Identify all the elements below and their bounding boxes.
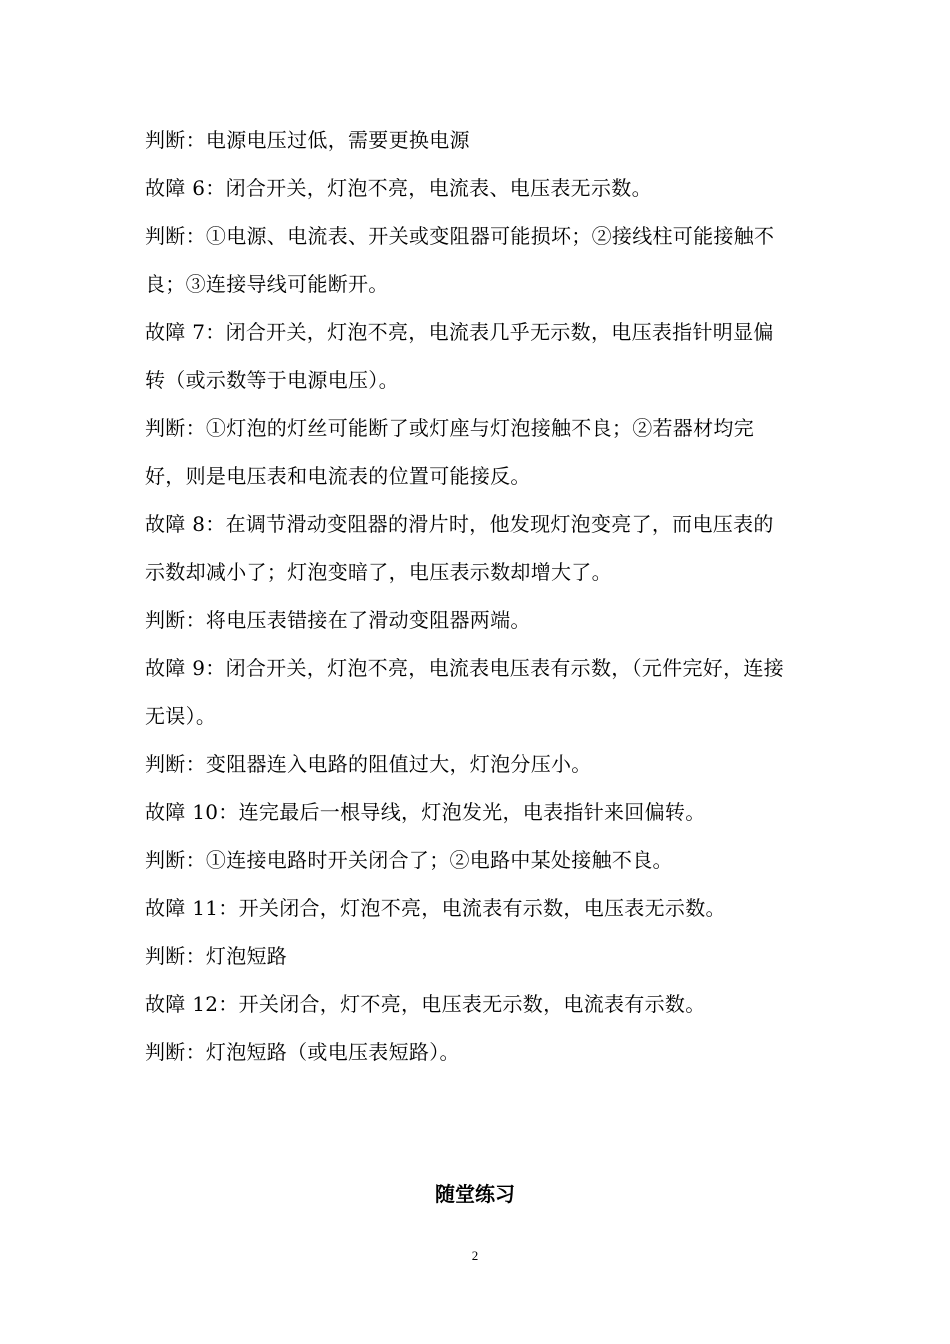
section-title: 随堂练习 — [435, 1182, 515, 1206]
text-line: 示数却减小了；灯泡变暗了，电压表示数却增大了。 — [145, 560, 612, 584]
text-line: 故障 11：开关闭合，灯泡不亮，电流表有示数，电压表无示数。 — [145, 896, 726, 920]
text-line: 判断：将电压表错接在了滑动变阻器两端。 — [145, 608, 531, 632]
text-line: 判断：灯泡短路（或电压表短路）。 — [145, 1040, 460, 1064]
text-line: 故障 9：闭合开关，灯泡不亮，电流表电压表有示数，（元件完好，连接 — [145, 656, 784, 680]
text-line: 判断：变阻器连入电路的阻值过大，灯泡分压小。 — [145, 752, 592, 776]
text-line: 判断：①灯泡的灯丝可能断了或灯座与灯泡接触不良；②若器材均完 — [145, 416, 754, 440]
page-number: 2 — [471, 1248, 479, 1263]
text-line: 故障 6：闭合开关，灯泡不亮，电流表、电压表无示数。 — [145, 176, 652, 200]
text-line: 转（或示数等于电源电压）。 — [145, 368, 399, 392]
text-line: 故障 8：在调节滑动变阻器的滑片时，他发现灯泡变亮了，而电压表的 — [145, 512, 774, 536]
text-line: 好，则是电压表和电流表的位置可能接反。 — [145, 464, 531, 488]
text-line: 无误）。 — [145, 704, 217, 728]
text-line: 良；③连接导线可能断开。 — [145, 272, 389, 296]
text-line: 判断：①连接电路时开关闭合了；②电路中某处接触不良。 — [145, 848, 673, 872]
text-line: 判断：①电源、电流表、开关或变阻器可能损坏；②接线柱可能接触不 — [145, 224, 775, 248]
text-line: 故障 12：开关闭合，灯不亮，电压表无示数，电流表有示数。 — [145, 992, 706, 1016]
text-line: 故障 10：连完最后一根导线，灯泡发光，电表指针来回偏转。 — [145, 800, 706, 824]
text-line: 判断：灯泡短路 — [145, 944, 288, 968]
text-line: 故障 7：闭合开关，灯泡不亮，电流表几乎无示数，电压表指针明显偏 — [145, 320, 774, 344]
text-line: 判断：电源电压过低，需要更换电源 — [145, 128, 470, 152]
body-text — [145, 116, 810, 1076]
